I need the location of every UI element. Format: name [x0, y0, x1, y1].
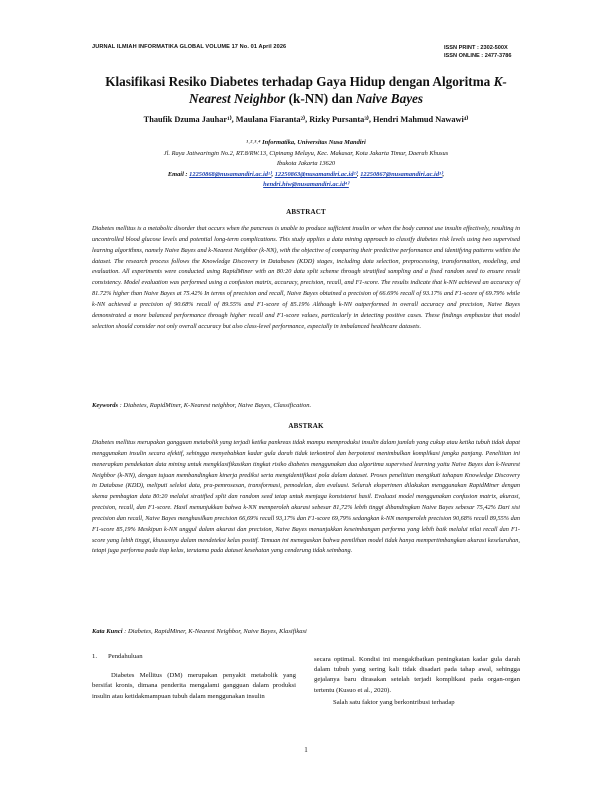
email-label: Email : [167, 170, 190, 178]
email-link-4[interactable]: hendri.hiw@nusamandiri.ac.id⁴⁾ [263, 181, 349, 189]
affiliation-block [92, 138, 520, 191]
email-link-2[interactable]: 12250863@nusamandiri.ac.id²⁾ [274, 170, 357, 178]
intro-paragraph-right-2: Salah satu faktor yang berkontribusi terhadap [333, 698, 455, 706]
paper-title [86, 73, 526, 107]
intro-paragraph-right: secara optimal. Kondisi ini mengakibatkan peningkatan kadar gula darah dalam tubuh yang sering kali tidak disadari pada tahap awal, sehingga gejalanya baru dirasakan setelah terjadi komplikasi pada organ-organ tertentu (Kusuo et al., 2020). [314, 656, 520, 694]
issn-online: ISSN ONLINE : 2477-3786 [444, 53, 512, 59]
intro-paragraph-left: Diabetes Mellitus (DM) merupakan penyakit metabolik yang bersifat kronis, dimana penderita mengalami gangguan dalam produksi insulin atau ketidakmampuan tubuh dalam menggunakan insulin [92, 672, 296, 700]
author-list: Thaufik Dzuma Jauhar¹⁾, Maulana Fiaranta²⁾, Rizky Pursanta³⁾, Hendri Mahmud Nawawi⁴⁾ [143, 115, 469, 124]
affiliation-city: Ibukota Jakarta 13620 [276, 160, 336, 168]
keywords-label: Keywords [92, 402, 118, 409]
kata-kunci-values: : Diabetes, RapidMiner, K-Nearest Neighbor, Naive Bayes, Klasifikasi [122, 628, 307, 635]
title-part-3: (k-NN) dan [285, 91, 357, 106]
affiliation-address: Jl. Raya Jatiwaringin No.2, RT.8/RW.13, Cipinang Melayu, Kec. Makasar, Kota Jakarta Timur, Daerah Khusus [163, 149, 449, 157]
body-left-column [92, 652, 296, 702]
abstract-text: Diabetes mellitus is a metabolic disorder that occurs when the pancreas is unable to produce sufficient insulin or when the body cannot use insulin effectively, resulting in uncontrolled blood glucose levels and potential long-term complications. This study applies a data mining approach to classify diabetes risk levels using two supervised learning algorithms, namely Naive Bayes and k-Nearest Neighbor (k-NN), with the objective of comparing their predictive performance and identifying patterns within the dataset. The research process follows the Knowledge Discovery in Databases (KDD) stages, including data selection, preprocessing, transformation, modeling, and evaluation. All experiments were conducted using RapidMiner with an 80:20 data split scheme through stratified sampling and a fixed random seed to ensure result consistency. Model evaluation was performed using a confusion matrix, accuracy, precision, recall, and F1-score. The results indicate that k-NN achieved an accuracy of 81.72% higher than Naive Bayes at 75.42% In terms of precision and recall, Naive Bayes obtained a precision of 66.69% recall of 93.17% and F1-score of 69.79% while k-NN achieved a precision of 90.68% recall of 89.55% and F1-score of 85.19% Although k-NN outperformed in overall accuracy and precision, Naive Bayes demonstrated a more balanced performance through higher recall and F1-score values, particularly in detecting positive cases. These findings emphasize that model selection should consider not only overall accuracy but also class-level performance, especially in imbalanced healthcare datasets. [92, 225, 520, 330]
section-heading [92, 652, 296, 662]
issn-print: ISSN PRINT : 2302-500X [444, 45, 508, 51]
title-part-2: K-Nearest Neighbor [188, 74, 507, 106]
page-number: 1 [304, 746, 308, 754]
email-link-1[interactable]: 12250868@nusamandiri.ac.id¹⁾ [189, 170, 272, 178]
issn-block [444, 44, 511, 60]
email-link-3[interactable]: 12250867@nusamandiri.ac.id³⁾ [360, 170, 443, 178]
abstract-heading: ABSTRACT [286, 208, 326, 216]
body-right-column [314, 655, 520, 708]
email-line-2 [92, 180, 520, 191]
email-line: Email : 12250868@nusamandiri.ac.id¹⁾, 12250863@nusamandiri.ac.id²⁾, 12250867@nusamandiri.ac.id³⁾, [167, 170, 445, 178]
title-part-4: Naive Bayes [356, 91, 424, 106]
title-part-1: Klasifikasi Resiko Diabetes terhadap Gaya Hidup dengan Algoritma [105, 74, 494, 89]
section-number: 1. [92, 653, 98, 660]
keywords-values: : Diabetes, RapidMiner, K-Nearest neighbor, Naive Bayes, Classification. [118, 402, 312, 409]
abstrak-heading: ABSTRAK [288, 422, 324, 430]
abstrak-text: Diabetes mellitus merupakan gangguan metabolik yang terjadi ketika pankreas tidak mampu memproduksi insulin dalam jumlah yang cukup atau ketika tubuh tidak dapat menggunakan insulin secara efektif, sehingga menyebabkan kadar gula darah tidak terkontrol dan berpotensi menimbulkan komplikasi jangka panjang. Penelitian ini menerapkan pendekatan data mining untuk mengklasifikasikan tingkat risiko diabetes menggunakan dua algoritma supervised learning yaitu Naive Bayes dan k-Nearest Neighbor (k-NN), dengan tujuan membandingkan kinerja prediksi serta mengidentifikasi pola dalam dataset. Proses penelitian mengikuti tahapan Knowledge Discovery in Database (KDD), meliputi seleksi data, pra-pemrosesan, transformasi, pemodelan, dan evaluasi. Seluruh eksperimen dilakukan menggunakan RapidMiner dengan skema pembagian data 80:20 melalui stratified split dan random seed tetap untuk menjaga konsistensi hasil. Evaluasi model menggunakan confusion matrix, akurasi, precision, recall, dan F1-score. Hasil menunjukkan bahwa k-NN memperoleh akurasi sebesar 81,72% lebih tinggi dibandingkan Naive Bayes sebesar 75,42% Dari sisi precision dan recall, Naive Bayes menghasilkan precision 66,69% recall 93,17% dan F1-score 69,79% sedangkan k-NN memperoleh precision 90,68% recall 89,55% dan F1-score 85,19% Meskipun k-NN unggul dalam akurasi dan precision, Naive Bayes menunjukkan keseimbangan performa yang lebih baik melalui nilai recall dan F1-score yang lebih tinggi, khususnya dalam mendeteksi kelas positif. Temuan ini menegaskan bahwa pemilihan model tidak hanya mempertimbangkan akurasi keseluruhan, tetapi juga performa pada tiap kelas, terutama pada dataset kesehatan yang cenderung tidak seimbang. [92, 439, 520, 555]
section-title: Pendahuluan [108, 653, 143, 660]
kata-kunci-line [92, 628, 520, 635]
affiliation-institution: ¹˒²˒³˒⁴ Informatika, Universitas Nusa Mandiri [246, 139, 366, 146]
journal-header: JURNAL ILMIAH INFORMATIKA GLOBAL VOLUME 17 No. 01 April 2026 [92, 44, 287, 50]
keywords-line [92, 402, 520, 409]
kata-kunci-label: Kata Kunci [92, 628, 123, 635]
